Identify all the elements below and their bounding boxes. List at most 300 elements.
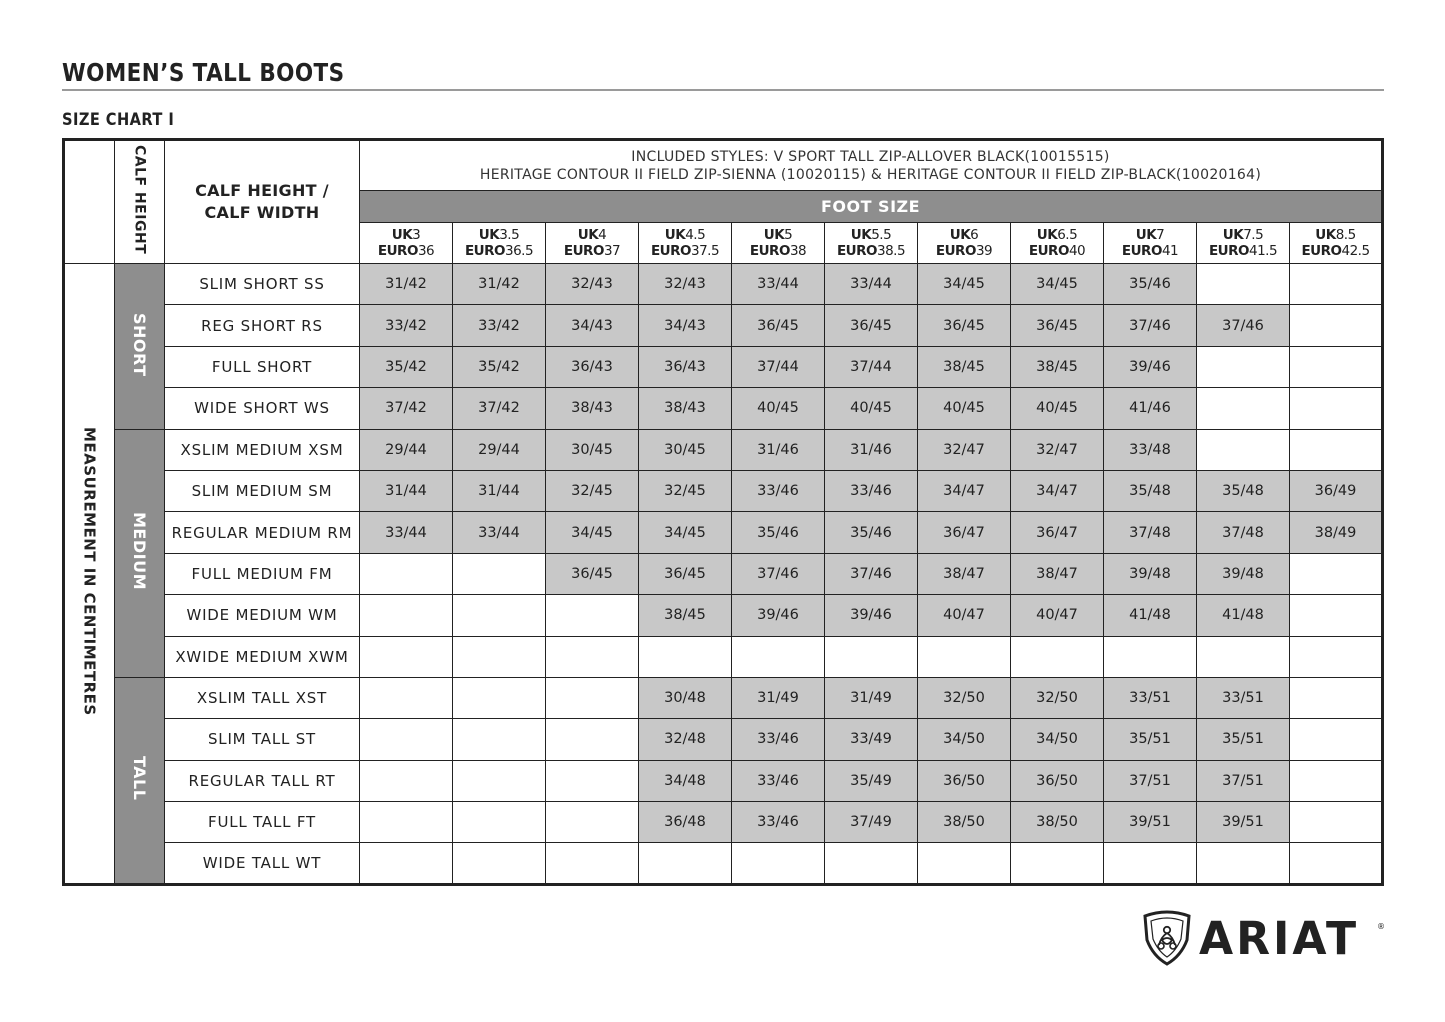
size-value-cell — [546, 802, 639, 843]
size-value-cell — [453, 719, 546, 760]
size-value-cell: 32/48 — [639, 719, 732, 760]
size-value-cell: 36/45 — [918, 305, 1011, 346]
size-value-cell: 35/46 — [732, 512, 825, 553]
uk-size-value: 3.5 — [499, 227, 520, 243]
euro-label: EURO — [1028, 243, 1069, 259]
size-chart-table — [62, 138, 1384, 886]
size-value-cell: 30/45 — [546, 429, 639, 470]
ariat-emblem-icon — [1141, 910, 1193, 966]
size-value-cell — [360, 802, 453, 843]
size-value-cell: 36/45 — [546, 553, 639, 594]
size-value-cell: 36/47 — [918, 512, 1011, 553]
table-row — [64, 512, 1383, 553]
size-value-cell — [1290, 429, 1383, 470]
row-label: WIDE TALL WT — [165, 843, 360, 884]
euro-size-value: 37.5 — [691, 243, 720, 259]
size-value-cell — [1197, 636, 1290, 677]
size-uk — [453, 227, 545, 243]
row-label: REGULAR MEDIUM RM — [165, 512, 360, 553]
size-value-cell — [639, 636, 732, 677]
size-header-cell — [1290, 223, 1383, 264]
size-value-cell: 35/51 — [1104, 719, 1197, 760]
euro-size-value: 38 — [789, 243, 807, 259]
size-value-cell: 36/45 — [1011, 305, 1104, 346]
uk-size-value: 3 — [412, 227, 421, 243]
table-row — [64, 843, 1383, 884]
size-value-cell: 32/50 — [1011, 677, 1104, 718]
size-value-cell: 34/50 — [1011, 719, 1104, 760]
title-divider — [62, 89, 1384, 91]
size-value-cell: 37/46 — [732, 553, 825, 594]
uk-size-value: 6 — [970, 227, 979, 243]
calf-height-header-cell — [115, 140, 165, 264]
size-header-cell — [360, 223, 453, 264]
size-value-cell — [825, 843, 918, 884]
size-value-cell — [453, 595, 546, 636]
size-value-cell: 29/44 — [453, 429, 546, 470]
size-value-cell: 34/43 — [639, 305, 732, 346]
size-value-cell: 36/48 — [639, 802, 732, 843]
size-value-cell: 37/49 — [825, 802, 918, 843]
group-cell-tall — [115, 677, 165, 884]
size-value-cell — [453, 636, 546, 677]
size-value-cell — [1197, 843, 1290, 884]
size-value-cell: 38/43 — [546, 388, 639, 429]
size-value-cell: 41/48 — [1197, 595, 1290, 636]
size-value-cell: 35/42 — [453, 346, 546, 387]
size-value-cell: 39/51 — [1104, 802, 1197, 843]
included-styles-line1: INCLUDED STYLES: V SPORT TALL ZIP-ALLOVER BLACK(10015515) — [631, 148, 1110, 165]
size-uk — [546, 227, 638, 243]
size-value-cell: 35/48 — [1197, 470, 1290, 511]
size-value-cell — [360, 719, 453, 760]
size-header-cell — [639, 223, 732, 264]
euro-label: EURO — [650, 243, 691, 259]
ariat-wordmark: ARIAT — [1199, 912, 1359, 965]
size-value-cell: 35/48 — [1104, 470, 1197, 511]
registered-mark: ® — [1377, 922, 1385, 931]
size-value-cell: 31/44 — [453, 470, 546, 511]
uk-label: UK — [577, 227, 599, 243]
table-row — [64, 429, 1383, 470]
size-value-cell — [546, 719, 639, 760]
size-value-cell — [546, 636, 639, 677]
calf-height-header: CALF HEIGHT — [131, 145, 148, 255]
size-value-cell: 37/42 — [360, 388, 453, 429]
size-value-cell: 33/44 — [732, 264, 825, 305]
size-value-cell: 32/50 — [918, 677, 1011, 718]
table-row — [64, 264, 1383, 305]
row-label: REG SHORT RS — [165, 305, 360, 346]
size-value-cell: 37/48 — [1104, 512, 1197, 553]
size-uk — [732, 227, 824, 243]
size-value-cell: 34/45 — [1011, 264, 1104, 305]
size-value-cell: 40/45 — [1011, 388, 1104, 429]
size-value-cell: 33/42 — [453, 305, 546, 346]
size-value-cell: 37/46 — [1104, 305, 1197, 346]
measurement-header-cell — [64, 140, 115, 264]
size-value-cell — [1290, 553, 1383, 594]
uk-size-value: 7 — [1156, 227, 1165, 243]
size-euro — [360, 243, 452, 259]
size-value-cell: 33/46 — [732, 470, 825, 511]
row-label: FULL TALL FT — [165, 802, 360, 843]
size-value-cell: 33/46 — [732, 802, 825, 843]
size-value-cell: 40/45 — [825, 388, 918, 429]
size-header-cell — [1104, 223, 1197, 264]
size-value-cell — [639, 843, 732, 884]
size-value-cell — [360, 636, 453, 677]
size-header-cell — [732, 223, 825, 264]
uk-size-value: 5 — [784, 227, 793, 243]
size-value-cell: 36/43 — [639, 346, 732, 387]
size-value-cell: 34/47 — [1011, 470, 1104, 511]
measurement-label: MEASUREMENT IN CENTIMETRES — [80, 427, 99, 716]
size-value-cell — [360, 595, 453, 636]
size-value-cell: 39/46 — [732, 595, 825, 636]
euro-label: EURO — [1301, 243, 1342, 259]
euro-size-value: 38.5 — [877, 243, 906, 259]
size-header-cell — [1011, 223, 1104, 264]
size-value-cell — [360, 843, 453, 884]
calf-height-width-line2: CALF WIDTH — [204, 203, 320, 222]
size-value-cell: 33/51 — [1197, 677, 1290, 718]
size-value-cell: 30/45 — [639, 429, 732, 470]
size-uk — [360, 227, 452, 243]
size-value-cell — [453, 677, 546, 718]
size-euro — [825, 243, 917, 259]
size-value-cell — [732, 636, 825, 677]
size-value-cell: 38/47 — [918, 553, 1011, 594]
size-value-cell: 32/43 — [639, 264, 732, 305]
size-value-cell: 40/45 — [732, 388, 825, 429]
size-euro — [1011, 243, 1103, 259]
size-value-cell: 31/42 — [453, 264, 546, 305]
euro-label: EURO — [464, 243, 505, 259]
size-uk — [918, 227, 1010, 243]
size-value-cell: 34/45 — [639, 512, 732, 553]
size-value-cell — [546, 595, 639, 636]
size-value-cell — [1290, 802, 1383, 843]
size-value-cell: 38/47 — [1011, 553, 1104, 594]
group-label: SHORT — [130, 312, 149, 377]
size-value-cell: 36/43 — [546, 346, 639, 387]
uk-label: UK — [949, 227, 971, 243]
size-value-cell: 40/47 — [918, 595, 1011, 636]
group-cell-medium — [115, 429, 165, 677]
row-label: SLIM TALL ST — [165, 719, 360, 760]
calf-height-width-line1: CALF HEIGHT / — [195, 181, 329, 200]
size-value-cell — [546, 677, 639, 718]
euro-label: EURO — [749, 243, 790, 259]
size-value-cell — [1290, 719, 1383, 760]
size-value-cell — [1104, 843, 1197, 884]
size-value-cell: 34/50 — [918, 719, 1011, 760]
size-value-cell: 31/49 — [732, 677, 825, 718]
size-chart-body — [64, 140, 1383, 885]
size-value-cell — [1197, 264, 1290, 305]
size-value-cell — [825, 636, 918, 677]
euro-size-value: 39 — [975, 243, 993, 259]
size-value-cell: 39/48 — [1104, 553, 1197, 594]
row-label: XSLIM TALL XST — [165, 677, 360, 718]
size-uk — [639, 227, 731, 243]
euro-label: EURO — [377, 243, 418, 259]
size-value-cell: 32/47 — [1011, 429, 1104, 470]
size-euro — [546, 243, 638, 259]
size-value-cell: 32/45 — [639, 470, 732, 511]
group-label: MEDIUM — [130, 512, 149, 591]
row-label: WIDE SHORT WS — [165, 388, 360, 429]
size-value-cell: 33/48 — [1104, 429, 1197, 470]
size-value-cell — [1197, 388, 1290, 429]
size-value-cell: 38/45 — [639, 595, 732, 636]
size-value-cell — [1290, 264, 1383, 305]
size-uk — [1104, 227, 1196, 243]
uk-label: UK — [391, 227, 413, 243]
size-euro — [453, 243, 545, 259]
row-label: XWIDE MEDIUM XWM — [165, 636, 360, 677]
size-value-cell — [1290, 677, 1383, 718]
size-euro — [918, 243, 1010, 259]
euro-label: EURO — [836, 243, 877, 259]
size-value-cell: 33/44 — [825, 264, 918, 305]
euro-label: EURO — [1121, 243, 1162, 259]
table-row — [64, 346, 1383, 387]
size-value-cell — [546, 843, 639, 884]
euro-label: EURO — [563, 243, 604, 259]
size-euro — [1197, 243, 1289, 259]
uk-label: UK — [1135, 227, 1157, 243]
size-value-cell: 33/46 — [732, 760, 825, 801]
euro-label: EURO — [935, 243, 976, 259]
uk-size-value: 7.5 — [1243, 227, 1264, 243]
size-value-cell — [1290, 388, 1383, 429]
size-value-cell: 35/46 — [825, 512, 918, 553]
size-header-cell — [453, 223, 546, 264]
size-header-cell — [546, 223, 639, 264]
size-value-cell — [453, 553, 546, 594]
table-row — [64, 760, 1383, 801]
size-value-cell: 38/49 — [1290, 512, 1383, 553]
size-value-cell: 37/44 — [732, 346, 825, 387]
calf-height-width-header — [165, 140, 360, 264]
size-value-cell — [1290, 305, 1383, 346]
size-euro — [732, 243, 824, 259]
size-value-cell — [1104, 636, 1197, 677]
euro-size-value: 42.5 — [1341, 243, 1370, 259]
size-value-cell: 33/42 — [360, 305, 453, 346]
size-value-cell: 34/45 — [546, 512, 639, 553]
size-uk — [825, 227, 917, 243]
size-value-cell: 37/48 — [1197, 512, 1290, 553]
size-value-cell: 29/44 — [360, 429, 453, 470]
size-uk — [1290, 227, 1381, 243]
size-value-cell — [1197, 346, 1290, 387]
size-value-cell: 33/46 — [732, 719, 825, 760]
table-row — [64, 719, 1383, 760]
euro-size-value: 41 — [1161, 243, 1179, 259]
uk-label: UK — [664, 227, 686, 243]
size-value-cell: 32/43 — [546, 264, 639, 305]
size-value-cell — [1011, 843, 1104, 884]
included-styles — [360, 140, 1383, 191]
row-label: SLIM SHORT SS — [165, 264, 360, 305]
size-uk — [1197, 227, 1289, 243]
size-value-cell — [1197, 429, 1290, 470]
euro-size-value: 41.5 — [1249, 243, 1278, 259]
size-value-cell: 33/44 — [453, 512, 546, 553]
size-value-cell: 41/46 — [1104, 388, 1197, 429]
size-value-cell: 33/51 — [1104, 677, 1197, 718]
size-value-cell: 32/47 — [918, 429, 1011, 470]
euro-size-value: 36.5 — [505, 243, 534, 259]
uk-label: UK — [1222, 227, 1244, 243]
size-value-cell: 35/42 — [360, 346, 453, 387]
table-row — [64, 636, 1383, 677]
row-label: REGULAR TALL RT — [165, 760, 360, 801]
size-header-cell — [825, 223, 918, 264]
size-euro — [1290, 243, 1381, 259]
measurement-cell — [64, 264, 115, 885]
group-cell-short — [115, 264, 165, 430]
size-value-cell: 31/44 — [360, 470, 453, 511]
row-label: XSLIM MEDIUM XSM — [165, 429, 360, 470]
size-value-cell: 37/46 — [1197, 305, 1290, 346]
included-styles-line2: HERITAGE CONTOUR II FIELD ZIP-SIENNA (10020115) & HERITAGE CONTOUR II FIELD ZIP-BLACK(10020164) — [479, 166, 1262, 183]
size-value-cell — [1290, 760, 1383, 801]
size-header-cell — [1197, 223, 1290, 264]
size-value-cell: 36/45 — [732, 305, 825, 346]
size-value-cell: 36/45 — [825, 305, 918, 346]
group-label: TALL — [130, 756, 149, 801]
uk-size-value: 5.5 — [871, 227, 892, 243]
size-value-cell — [1290, 843, 1383, 884]
size-value-cell: 40/47 — [1011, 595, 1104, 636]
size-value-cell: 37/51 — [1197, 760, 1290, 801]
table-row — [64, 553, 1383, 594]
size-value-cell: 35/49 — [825, 760, 918, 801]
size-value-cell — [1290, 636, 1383, 677]
size-value-cell: 34/45 — [918, 264, 1011, 305]
size-value-cell: 37/51 — [1104, 760, 1197, 801]
size-value-cell: 36/50 — [1011, 760, 1104, 801]
size-value-cell: 36/50 — [918, 760, 1011, 801]
size-value-cell: 38/50 — [1011, 802, 1104, 843]
uk-size-value: 4.5 — [685, 227, 706, 243]
table-row — [64, 470, 1383, 511]
size-value-cell: 39/48 — [1197, 553, 1290, 594]
size-value-cell: 31/49 — [825, 677, 918, 718]
euro-size-value: 36 — [417, 243, 435, 259]
size-euro — [1104, 243, 1196, 259]
table-row — [64, 595, 1383, 636]
size-value-cell — [918, 636, 1011, 677]
size-value-cell: 38/45 — [1011, 346, 1104, 387]
size-uk — [1011, 227, 1103, 243]
size-value-cell: 35/51 — [1197, 719, 1290, 760]
size-value-cell — [453, 843, 546, 884]
size-value-cell: 38/50 — [918, 802, 1011, 843]
row-label: FULL MEDIUM FM — [165, 553, 360, 594]
size-value-cell — [360, 677, 453, 718]
uk-label: UK — [1036, 227, 1058, 243]
styles-row — [64, 140, 1383, 191]
table-row — [64, 305, 1383, 346]
size-value-cell: 34/43 — [546, 305, 639, 346]
uk-size-value: 4 — [598, 227, 607, 243]
size-value-cell — [453, 802, 546, 843]
uk-size-value: 6.5 — [1057, 227, 1078, 243]
size-value-cell: 33/44 — [360, 512, 453, 553]
size-value-cell: 35/46 — [1104, 264, 1197, 305]
size-value-cell: 37/42 — [453, 388, 546, 429]
row-label: SLIM MEDIUM SM — [165, 470, 360, 511]
size-value-cell: 39/46 — [825, 595, 918, 636]
uk-label: UK — [763, 227, 785, 243]
size-value-cell — [1011, 636, 1104, 677]
uk-label: UK — [850, 227, 872, 243]
size-value-cell — [732, 843, 825, 884]
foot-size-header: FOOT SIZE — [360, 191, 1383, 223]
row-label: WIDE MEDIUM WM — [165, 595, 360, 636]
size-value-cell — [546, 760, 639, 801]
size-value-cell: 31/46 — [825, 429, 918, 470]
table-row — [64, 802, 1383, 843]
uk-size-value: 8.5 — [1335, 227, 1356, 243]
size-value-cell: 36/49 — [1290, 470, 1383, 511]
size-value-cell: 30/48 — [639, 677, 732, 718]
size-value-cell: 38/43 — [639, 388, 732, 429]
table-row — [64, 388, 1383, 429]
table-row — [64, 677, 1383, 718]
size-value-cell — [360, 553, 453, 594]
uk-label: UK — [1315, 227, 1336, 243]
size-value-cell: 39/51 — [1197, 802, 1290, 843]
size-value-cell — [453, 760, 546, 801]
size-value-cell: 38/45 — [918, 346, 1011, 387]
size-value-cell: 37/44 — [825, 346, 918, 387]
size-value-cell: 34/48 — [639, 760, 732, 801]
size-value-cell: 39/46 — [1104, 346, 1197, 387]
size-value-cell — [918, 843, 1011, 884]
size-value-cell: 36/45 — [639, 553, 732, 594]
size-value-cell — [360, 760, 453, 801]
size-header-cell — [918, 223, 1011, 264]
size-value-cell: 32/45 — [546, 470, 639, 511]
size-value-cell: 40/45 — [918, 388, 1011, 429]
euro-size-value: 40 — [1068, 243, 1086, 259]
size-value-cell: 31/42 — [360, 264, 453, 305]
size-value-cell: 33/49 — [825, 719, 918, 760]
size-value-cell — [1290, 595, 1383, 636]
euro-label: EURO — [1208, 243, 1249, 259]
size-euro — [639, 243, 731, 259]
page-title: WOMEN’S TALL BOOTS — [62, 58, 345, 87]
size-chart-subtitle: SIZE CHART I — [62, 110, 175, 130]
size-value-cell: 33/46 — [825, 470, 918, 511]
euro-size-value: 37 — [603, 243, 621, 259]
size-value-cell: 31/46 — [732, 429, 825, 470]
ariat-logo — [1141, 910, 1387, 966]
row-label: FULL SHORT — [165, 346, 360, 387]
size-value-cell: 34/47 — [918, 470, 1011, 511]
size-value-cell: 37/46 — [825, 553, 918, 594]
size-value-cell: 41/48 — [1104, 595, 1197, 636]
uk-label: UK — [478, 227, 500, 243]
size-value-cell — [1290, 346, 1383, 387]
size-value-cell: 36/47 — [1011, 512, 1104, 553]
